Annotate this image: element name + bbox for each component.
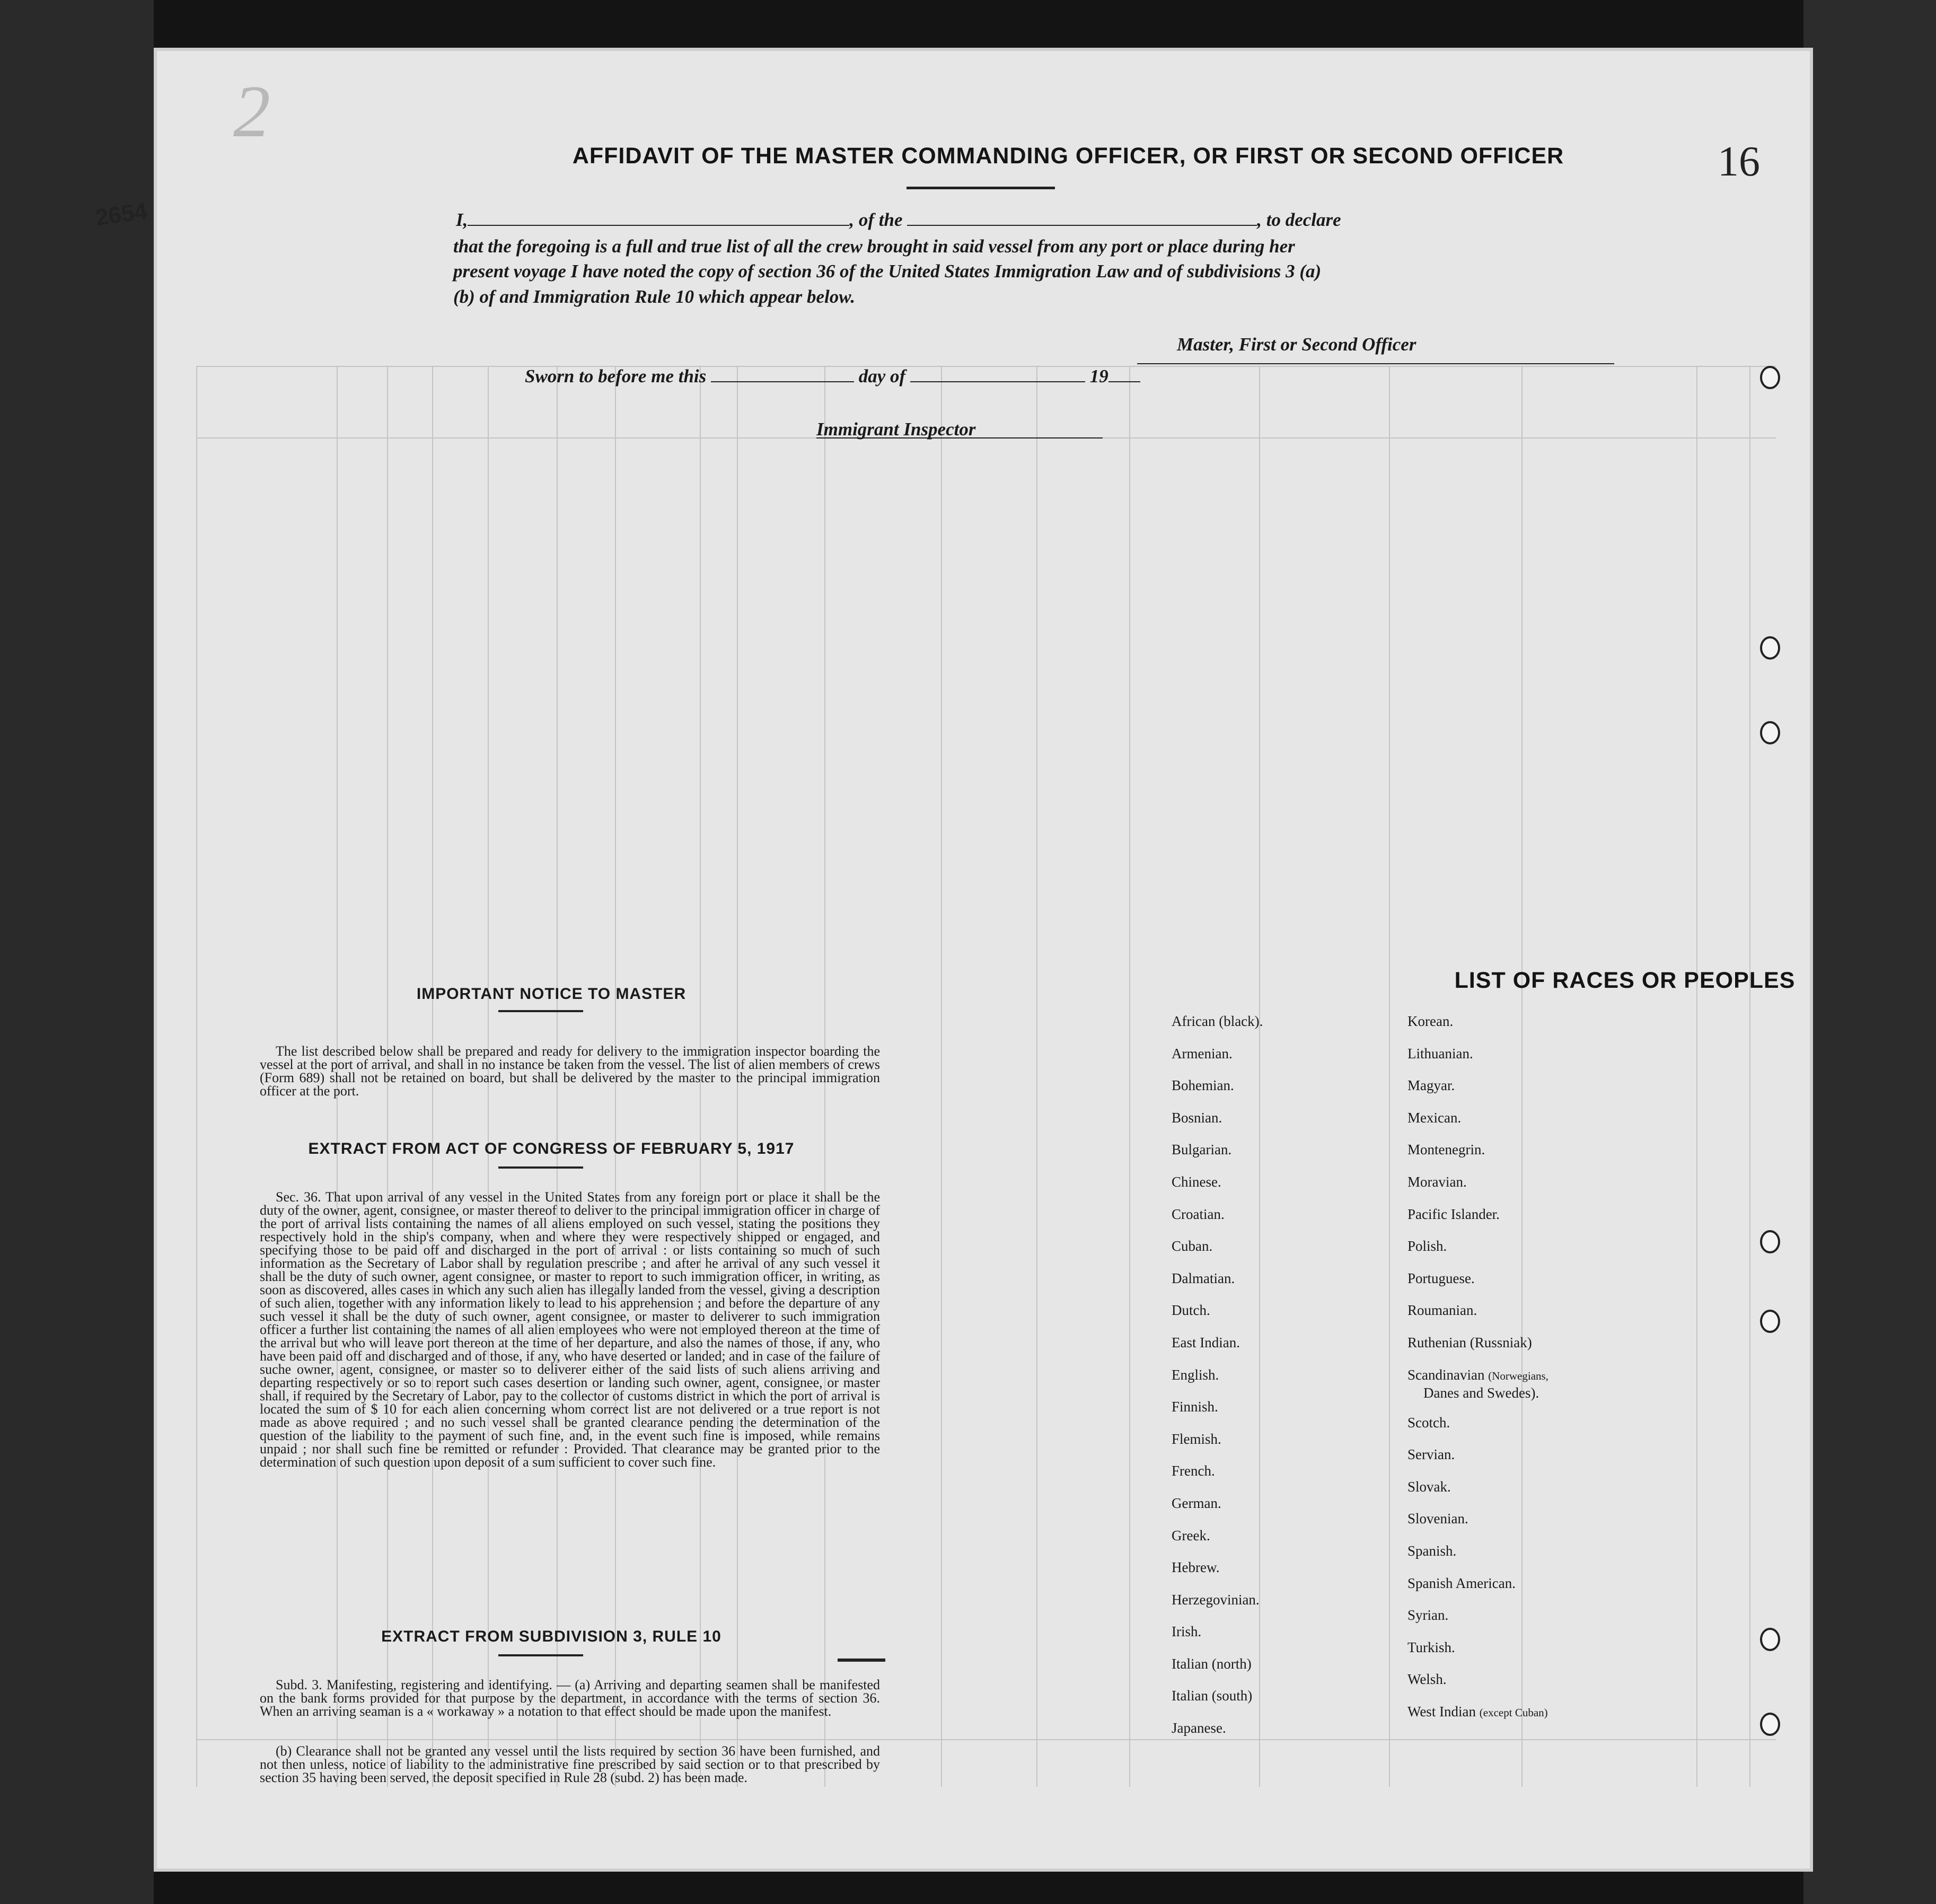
race-item: Armenian. [1172, 1045, 1233, 1061]
race-item: Polish. [1407, 1238, 1447, 1254]
race-subnote: (Norwegians, [1488, 1369, 1548, 1382]
sworn-day-of: day of [858, 366, 906, 387]
top-right-number: 16 [1718, 138, 1760, 185]
race-item: Welsh. [1407, 1671, 1447, 1688]
race-item: West Indian [1407, 1703, 1476, 1719]
punch-hole [1760, 1628, 1780, 1651]
race-item: Pacific Islander. [1407, 1206, 1500, 1222]
punch-hole [1760, 1713, 1780, 1736]
act-body: Sec. 36. That upon arrival of any vessel in the United States from any foreign port or place it shall be the duty of the owner, agent, consignee, or master thereof to deliver to the principal immigration officer in charge of the port of arrival lists containing the names of all aliens employed on such vessel, stating the positions they respectively hold in the ship's company, when and where they were respectively shipped or engaged, and specifying those to be paid off and discharged in the port of arrival : or lists containing so much of such information as the Secretary of Labor shall by regulation prescribe ; and after he arrival of any such vessel it shall be the duty of such owner, agent consignee, or master to report to such immigration officer, in writing, as soon as discovered, alles cases in which any such alien has illegally landed from the vessel, giving a description of such alien, together with any information likely to lead to his apprehension ; and before the departure of any such vessel it shall be the duty of such owner, agent consignee, or master to deliverer to such immigration officer a further list containing the names of all alien employees who were not employed thereon at the time of the arrival but who will leave port thereon at the time of her departure, and also the names of those, if any, who have been paid off and discharged and of those, if any, who have deserted or landed; and in case of the failure of suche owner, agent, consignee, or master so to deliverer either of the said lists of such aliens arriving and departing respectively or so to report such cases desertion or landing such owner, agent, consignee, or master shall, if required by the Secretary of Labor, pay to the collector of customs district in which the port of arrival is located the sum of $ 10 for each alien concerning whom correct list are not delivered or a true report is not made as above required ; and no such vessel shall be granted clearance pending the determination of the question of the liability to the payment of such fine, and, in the event such fine is imposed, while remains unpaid ; nor shall such fine be remitted or refunder : Provided. That clearance may be granted prior to the determination of such question upon deposit of a sum sufficient to cover such fine. [260, 1189, 880, 1470]
race-item: Bosnian. [1172, 1109, 1222, 1126]
race-item: African (black). [1172, 1013, 1263, 1029]
race-item: Finnish. [1172, 1399, 1218, 1415]
race-item: Spanish. [1407, 1542, 1457, 1559]
ghost-grid [196, 366, 197, 1787]
punch-hole [1760, 1310, 1780, 1333]
sworn-prefix: Sworn to before me this [525, 366, 707, 387]
race-item: Herzegovinian. [1172, 1591, 1260, 1608]
act-heading: EXTRACT FROM ACT OF CONGRESS OF FEBRUARY 5, 1917 [308, 1140, 795, 1157]
sworn-line [525, 366, 1140, 387]
punch-hole [1760, 366, 1780, 389]
race-item: English. [1172, 1366, 1219, 1383]
race-item: Dalmatian. [1172, 1270, 1235, 1286]
race-item: Dutch. [1172, 1302, 1210, 1319]
title-rule [907, 187, 1055, 189]
notice-rule [498, 1010, 583, 1012]
ghost-grid [1696, 366, 1697, 1787]
notice-heading: IMPORTANT NOTICE TO MASTER [416, 985, 687, 1003]
notice-body: The list described below shall be prepared and ready for delivery to the immigration inspector boarding the vessel at the port of arrival, and shall in no instance be taken from the vessel. The list of alien members of crews (Form 689) shall not be retained on board, but shall be delivered by the master to the principal immigration officer at the port. [260, 1043, 880, 1099]
rule-body-b: (b) Clearance shall not be granted any vessel until the lists required by section 36 have been furnished, and not then unless, notice of liability to the administrative fine prescribed by said section or to that prescribed by section 35 having been served, the deposit specified in Rule 28 (subd. 2) has been made. [260, 1743, 880, 1785]
race-item: German. [1172, 1495, 1221, 1511]
rule-heading: EXTRACT FROM SUBDIVISION 3, RULE 10 [381, 1628, 721, 1645]
race-item: Bulgarian. [1172, 1142, 1232, 1158]
signature-line [1137, 363, 1614, 364]
race-item: East Indian. [1172, 1334, 1240, 1350]
affidavit-line-3: present voyage I have noted the copy of section 36 of the United States Immigration Law and of subdivisions 3 (a) [453, 261, 1322, 282]
adjacent-page-right [1803, 0, 1936, 1904]
ghost-grid [1036, 366, 1037, 1787]
race-item: French. [1172, 1463, 1215, 1479]
race-item: Mexican. [1407, 1109, 1462, 1126]
document-page [154, 48, 1813, 1872]
race-item: Chinese. [1172, 1173, 1221, 1190]
race-item: Irish. [1172, 1624, 1202, 1640]
race-subnote: (except Cuban) [1479, 1706, 1548, 1719]
race-item: Croatian. [1172, 1206, 1225, 1222]
adjacent-page-left [0, 0, 154, 1904]
race-item: Moravian. [1407, 1173, 1467, 1190]
affidavit-to-declare: , to declare [1257, 209, 1341, 230]
punch-hole [1760, 636, 1780, 660]
sworn-year: 19 [1089, 366, 1108, 387]
faded-stamp-2: 2 [233, 71, 270, 153]
rule-rule [498, 1654, 583, 1656]
race-item: Roumanian. [1407, 1302, 1477, 1319]
race-item: Portuguese. [1407, 1270, 1475, 1286]
race-item: Japanese. [1172, 1720, 1226, 1736]
inspector-label: Immigrant Inspector [816, 419, 976, 440]
ghost-grid [1749, 366, 1750, 1787]
race-item: Scotch. [1407, 1414, 1450, 1431]
punch-hole [1760, 721, 1780, 744]
race-item: Turkish. [1407, 1639, 1455, 1655]
affidavit-i: I, [456, 209, 468, 230]
race-item: Magyar. [1407, 1077, 1455, 1094]
ghost-grid [1129, 366, 1130, 1787]
race-item: Spanish American. [1407, 1575, 1516, 1591]
race-item: Korean. [1407, 1013, 1454, 1029]
races-title: LIST OF RACES OR PEOPLES [1454, 968, 1796, 993]
rule-body-a: Subd. 3. Manifesting, registering and identifying. — (a) Arriving and departing seamen shall be manifested on the bank forms provided for that purpose by the department, in accordance with the terms of section 36. When an arriving seaman is a « workaway » a notation to that effect should be made upon the manifest. [260, 1677, 880, 1719]
race-item: Servian. [1407, 1446, 1455, 1463]
race-subnote: Danes and Swedes). [1423, 1384, 1539, 1401]
affidavit-line-4: (b) of and Immigration Rule 10 which appear below. [453, 286, 856, 307]
race-item: Italian (north) [1172, 1655, 1252, 1672]
race-item: Italian (south) [1172, 1688, 1253, 1704]
affidavit-line-2: that the foregoing is a full and true list of all the crew brought in said vessel from any port or place during her [453, 236, 1295, 257]
races-right-column [1407, 1013, 1548, 1735]
pen-mark [838, 1659, 885, 1662]
race-item: Montenegrin. [1407, 1142, 1485, 1158]
affidavit-title: AFFIDAVIT OF THE MASTER COMMANDING OFFICER, OR FIRST OR SECOND OFFICER [572, 143, 1564, 169]
race-item: Ruthenian (Russniak) [1407, 1334, 1532, 1350]
act-rule [498, 1166, 583, 1169]
race-item: Bohemian. [1172, 1077, 1234, 1094]
ghost-grid [1389, 366, 1390, 1787]
race-item: Cuban. [1172, 1238, 1213, 1254]
race-item: Slovenian. [1407, 1511, 1468, 1527]
affidavit-line-1 [456, 209, 1341, 231]
race-item: Flemish. [1172, 1431, 1221, 1447]
race-item: Greek. [1172, 1527, 1210, 1543]
left-margin-number: 2654 [93, 198, 149, 231]
signer-label: Master, First or Second Officer [1177, 334, 1416, 355]
races-left-column [1172, 1013, 1263, 1752]
punch-hole [1760, 1230, 1780, 1253]
ghost-grid [196, 1739, 1776, 1740]
ghost-grid [941, 366, 942, 1787]
race-item: Slovak. [1407, 1478, 1451, 1495]
race-item: Hebrew. [1172, 1559, 1220, 1576]
race-item: Syrian. [1407, 1607, 1449, 1624]
race-item: Scandinavian [1407, 1366, 1485, 1383]
affidavit-of-the: , of the [849, 209, 903, 230]
race-item: Lithuanian. [1407, 1045, 1473, 1061]
race-item-scandinavian [1407, 1366, 1548, 1414]
race-item-west-indian [1407, 1703, 1548, 1735]
